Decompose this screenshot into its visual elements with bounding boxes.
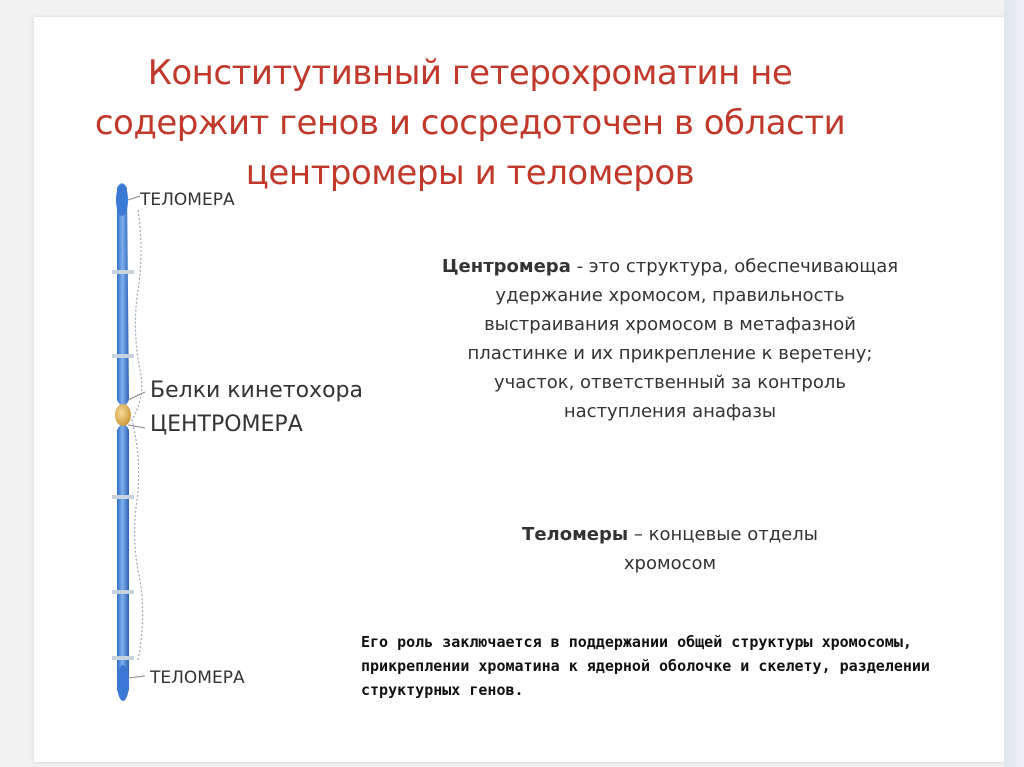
centromere-label: ЦЕНТРОМЕРА: [150, 412, 303, 437]
centromere-constriction: [115, 404, 131, 426]
telomere-definition-text: – концевые отделы хромосом: [623, 524, 818, 574]
slide-title: Конститутивный гетерохроматин не содержит генов и сосредоточен в области центромеры и теломеров: [94, 53, 846, 193]
kinetochore-proteins-label: Белки кинетохора: [150, 378, 363, 403]
telomere-definition: [480, 520, 860, 578]
centromere-definition: [440, 252, 900, 426]
centromere-term: Центромера: [441, 256, 571, 277]
role-description: Его роль заключается в поддержании общей структуры хромосомы, прикреплении хроматина к ядерной оболочке и скелету, разделении структурных генов.: [361, 633, 930, 699]
telomere-term: Теломеры: [522, 524, 629, 545]
chromosome-upper-arm: [117, 183, 129, 406]
telomere-top-label: ТЕЛОМЕРА: [140, 190, 235, 210]
telomere-top-cap: [116, 184, 128, 216]
telomere-bottom-label: ТЕЛОМЕРА: [150, 668, 245, 688]
telomere-bottom-cap: [117, 665, 129, 701]
centromere-definition-text: - это структура, обеспечивающая удержание хромосом, правильность выстраивания хромосом в метафазной пластинке и их прикрепление к веретену; участок, ответственный за контроль наступления анафазы: [467, 256, 899, 422]
